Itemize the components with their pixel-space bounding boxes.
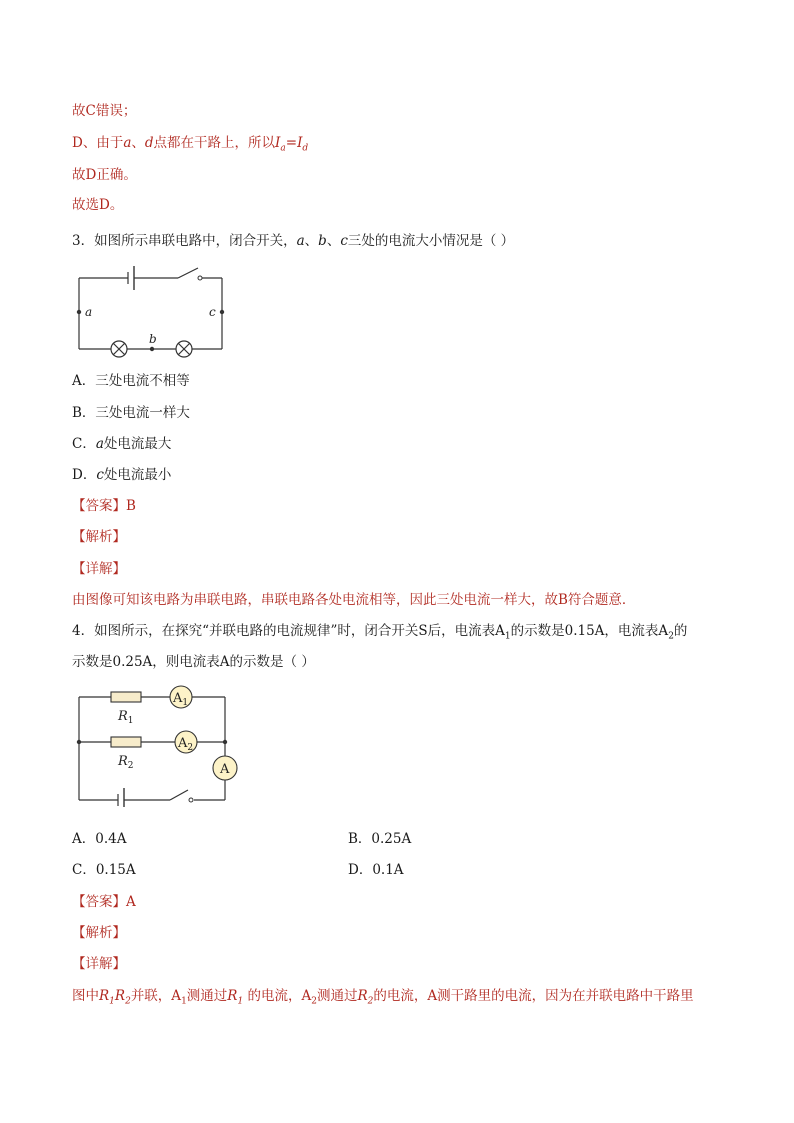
sub: 2: [125, 996, 131, 1007]
var-a: a: [95, 436, 104, 452]
q4-stem-line-1: [72, 622, 687, 646]
prev-line-3: 故D正确。: [72, 167, 137, 183]
node-a: [77, 310, 81, 314]
resistor-r2: [111, 737, 141, 747]
text: 图中: [72, 988, 99, 1004]
text: 的电流，A: [243, 988, 312, 1004]
var-a: a: [296, 233, 305, 249]
sub: 1: [181, 996, 187, 1007]
text: 点都在干路上，所以: [153, 135, 276, 151]
var: R: [99, 988, 110, 1004]
text: 三处的电流大小情况是（ ）: [347, 233, 515, 249]
sub: 1: [109, 996, 115, 1007]
formula-sub: a: [280, 143, 286, 154]
series-circuit-diagram: [70, 260, 235, 360]
var: R: [114, 988, 126, 1004]
q4-option-c: C．0.15A: [72, 862, 136, 878]
q4-analysis-tag: 【解析】: [72, 925, 126, 941]
prev-line-2: [72, 134, 308, 158]
formula: I: [297, 135, 303, 151]
label-a: a: [85, 305, 93, 319]
text: D．: [72, 467, 97, 483]
q3-option-b: B．三处电流一样大: [72, 405, 190, 421]
var-c: c: [340, 233, 348, 249]
prev-line-1: 故C错误；: [72, 103, 137, 119]
text: 、: [326, 233, 341, 249]
node-b: [150, 347, 154, 351]
text: 并联，A: [130, 988, 182, 1004]
text: 测通过: [316, 988, 358, 1004]
node-c: [220, 310, 224, 314]
a1-label: A: [173, 691, 183, 706]
r1-label: R: [118, 709, 128, 724]
q3-option-d: [72, 466, 171, 484]
formula: =: [285, 135, 298, 151]
q3-answer: [72, 497, 136, 515]
label-c: c: [209, 305, 216, 319]
var: R: [227, 988, 238, 1004]
answer-value: A: [126, 894, 136, 910]
text: C．: [72, 436, 96, 452]
q3-detail: 由图像可知该电路为串联电路，串联电路各处电流相等，因此三处电流一样大，故B符合题意．: [72, 592, 636, 608]
a2-sub: 2: [187, 743, 194, 753]
a-label: A: [220, 762, 230, 777]
prev-line-4: 故选D。: [72, 197, 124, 213]
svg-text:R2: [117, 754, 134, 771]
a1-sub: 1: [182, 698, 189, 708]
var: R: [357, 988, 368, 1004]
label-b: b: [149, 332, 157, 346]
q4-detail-tag: 【详解】: [72, 956, 126, 972]
q4-stem-line-2: 示数是0.25A，则电流表A的示数是（ ）: [72, 654, 315, 670]
r1-sub: 1: [127, 716, 134, 726]
text: 处电流最大: [103, 436, 172, 452]
sub: 1: [504, 631, 511, 642]
q3-stem: [72, 232, 514, 250]
answer-value: B: [126, 498, 136, 514]
text: D、由于: [72, 135, 124, 151]
r2-label: R: [118, 754, 128, 769]
q4-answer: [72, 893, 136, 911]
q4-option-a: A．0.4A: [72, 831, 127, 847]
q4-detail: [72, 987, 694, 1011]
formula-sub: d: [302, 143, 309, 154]
text: 、: [304, 233, 319, 249]
formula: I: [275, 135, 281, 151]
q4-option-d: D．0.1A: [348, 862, 404, 878]
sub: 1: [237, 996, 244, 1007]
svg-text:R1: [117, 709, 134, 726]
text: 的电流，A测干路里的电流，因为在并联电路中干路里: [373, 988, 694, 1004]
q3-option-c: [72, 435, 171, 453]
text: 的示数是0.15A，电流表A: [510, 623, 669, 639]
var-b: b: [318, 233, 327, 249]
q4-option-b: B．0.25A: [348, 831, 412, 847]
q3-analysis-tag: 【解析】: [72, 529, 126, 545]
sub: 2: [311, 996, 317, 1007]
var-a: a: [123, 135, 132, 151]
resistor-r1: [111, 692, 141, 702]
sub: 2: [367, 996, 374, 1007]
text: 处电流最小: [103, 467, 172, 483]
answer-tag: 【答案】: [72, 894, 126, 910]
text: 的: [673, 623, 688, 639]
q3-detail-tag: 【详解】: [72, 561, 126, 577]
r2-sub: 2: [127, 761, 134, 771]
var-d: d: [144, 135, 154, 151]
text: 3．如图所示串联电路中，闭合开关，: [72, 233, 297, 249]
text: 测通过: [186, 988, 228, 1004]
a2-label: A: [178, 736, 188, 751]
answer-tag: 【答案】: [72, 498, 126, 514]
text: 、: [131, 135, 145, 151]
q3-option-a: A．三处电流不相等: [72, 373, 190, 389]
var-c: c: [96, 467, 104, 483]
parallel-circuit-diagram: [70, 682, 245, 807]
sub: 2: [668, 631, 674, 642]
text: 4．如图所示，在探究“并联电路的电流规律”时，闭合开关S后，电流表A: [72, 623, 505, 639]
